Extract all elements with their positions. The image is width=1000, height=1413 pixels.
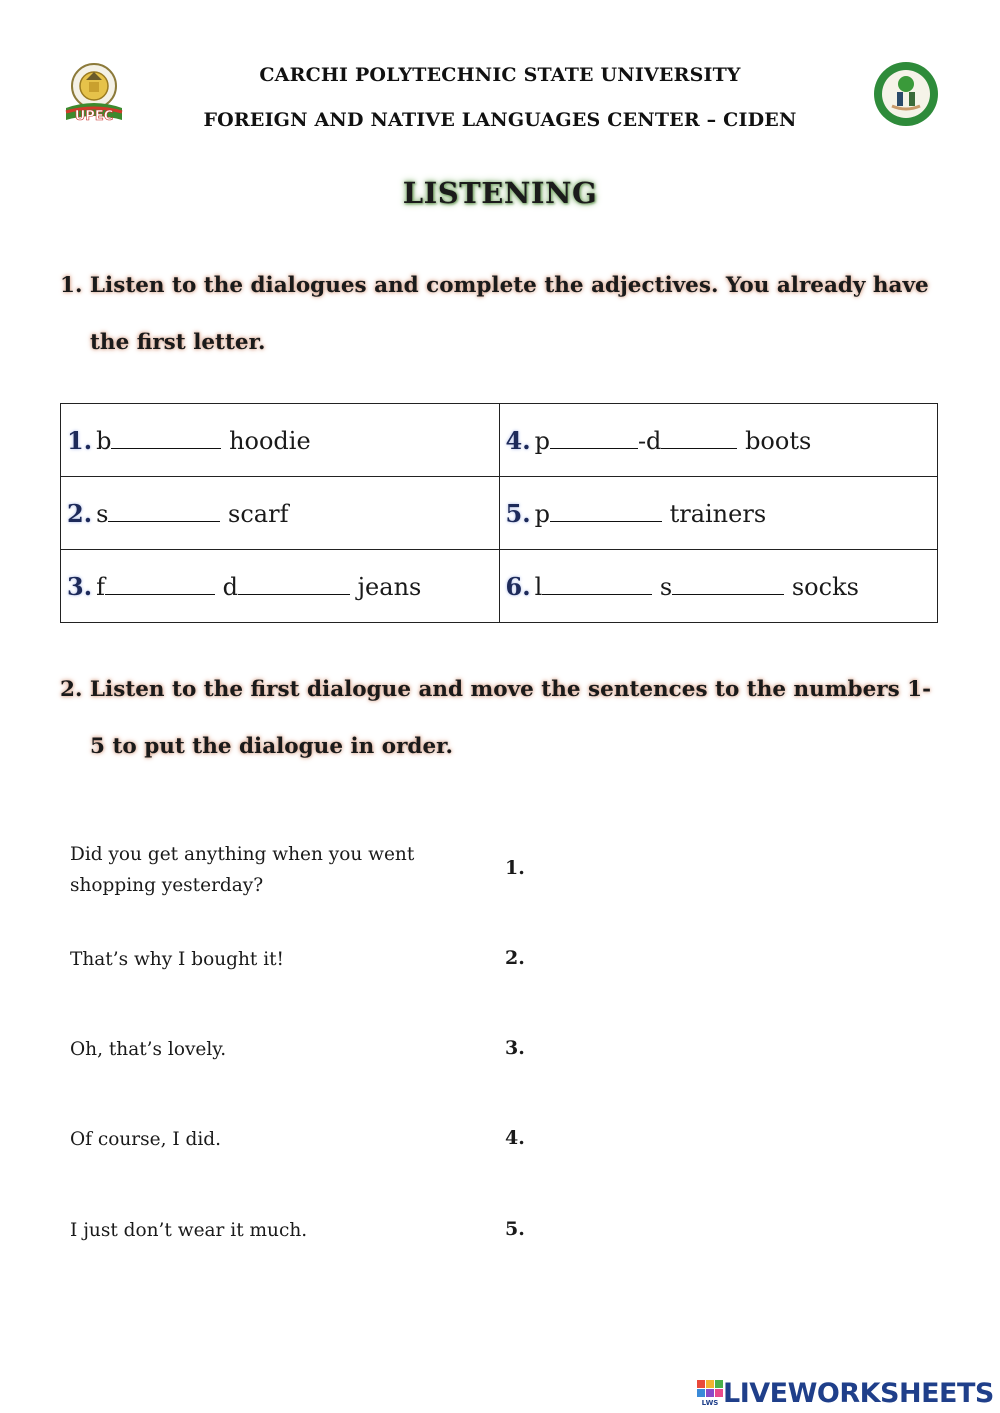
brand-text: LIVEWORKSHEETS (723, 1377, 994, 1409)
answer-blank[interactable] (108, 503, 220, 522)
table-row (61, 477, 938, 550)
clothing-noun: socks (791, 572, 859, 601)
adjective-table (60, 403, 938, 623)
second-letter: s (659, 572, 673, 601)
first-letter: b (96, 426, 112, 455)
exercise1-instruction-line2: the first letter. (90, 330, 266, 355)
first-letter: l (534, 572, 543, 601)
exercise2-instruction-line1: 2. Listen to the first dialogue and move the sentences to the numbers 1- (60, 677, 932, 702)
table-cell-item-4 (499, 404, 938, 477)
second-letter: d (222, 572, 238, 601)
item-number: 6. (505, 571, 531, 601)
draggable-sentence-5[interactable]: I just don’t wear it much. (70, 1220, 308, 1241)
clothing-noun: hoodie (229, 426, 311, 455)
table-cell-item-5 (499, 477, 938, 550)
drop-slot-2[interactable]: 2. (505, 947, 525, 969)
answer-blank[interactable] (661, 430, 737, 449)
drop-slot-3[interactable]: 3. (505, 1037, 525, 1059)
answer-blank[interactable] (542, 576, 652, 595)
item-number: 1. (67, 425, 93, 455)
draggable-sentence-2[interactable]: That’s why I bought it! (70, 949, 284, 970)
university-name: CARCHI POLYTECHNIC STATE UNIVERSITY (259, 64, 741, 86)
item-number: 3. (67, 571, 93, 601)
first-letter: s (96, 499, 109, 528)
liveworksheets-logo-icon (697, 1380, 723, 1406)
answer-blank[interactable] (105, 576, 215, 595)
drop-slot-4[interactable]: 4. (505, 1127, 525, 1149)
item-number: 5. (505, 498, 531, 528)
answer-blank[interactable] (550, 503, 662, 522)
draggable-sentence-4[interactable]: Of course, I did. (70, 1129, 222, 1150)
exercise2-instruction-line2: 5 to put the dialogue in order. (90, 734, 453, 759)
liveworksheets-brand (697, 1378, 994, 1408)
answer-blank[interactable] (111, 430, 221, 449)
logo-left-text: UPEC (74, 109, 114, 124)
first-letter: p (534, 499, 550, 528)
drop-slot-1[interactable]: 1. (505, 857, 525, 879)
drop-slot-5[interactable]: 5. (505, 1218, 525, 1240)
table-cell-item-2 (61, 477, 500, 550)
item-number: 2. (67, 498, 93, 528)
clothing-noun: trainers (669, 499, 767, 528)
clothing-noun: jeans (357, 572, 422, 601)
table-cell-item-3 (61, 550, 500, 623)
item-number: 4. (505, 425, 531, 455)
answer-blank[interactable] (550, 430, 638, 449)
page-title: LISTENING (402, 176, 598, 210)
table-cell-item-1 (61, 404, 500, 477)
exercise1-instruction-line1: 1. Listen to the dialogues and complete the adjectives. You already have (60, 273, 929, 298)
draggable-sentence-3[interactable]: Oh, that’s lovely. (70, 1039, 227, 1060)
first-letter: f (96, 572, 105, 601)
second-letter: -d (637, 426, 662, 455)
answer-blank[interactable] (672, 576, 784, 595)
clothing-noun: scarf (228, 499, 289, 528)
first-letter: p (534, 426, 550, 455)
draggable-sentence-1[interactable]: Did you get anything when you went shopping yesterday? (70, 844, 415, 896)
center-name: FOREIGN AND NATIVE LANGUAGES CENTER – CIDEN (203, 109, 797, 131)
table-row (61, 404, 938, 477)
answer-blank[interactable] (238, 576, 350, 595)
table-row (61, 550, 938, 623)
svg-text:LWS: LWS (701, 1399, 719, 1406)
table-cell-item-6 (499, 550, 938, 623)
clothing-noun: boots (745, 426, 812, 455)
